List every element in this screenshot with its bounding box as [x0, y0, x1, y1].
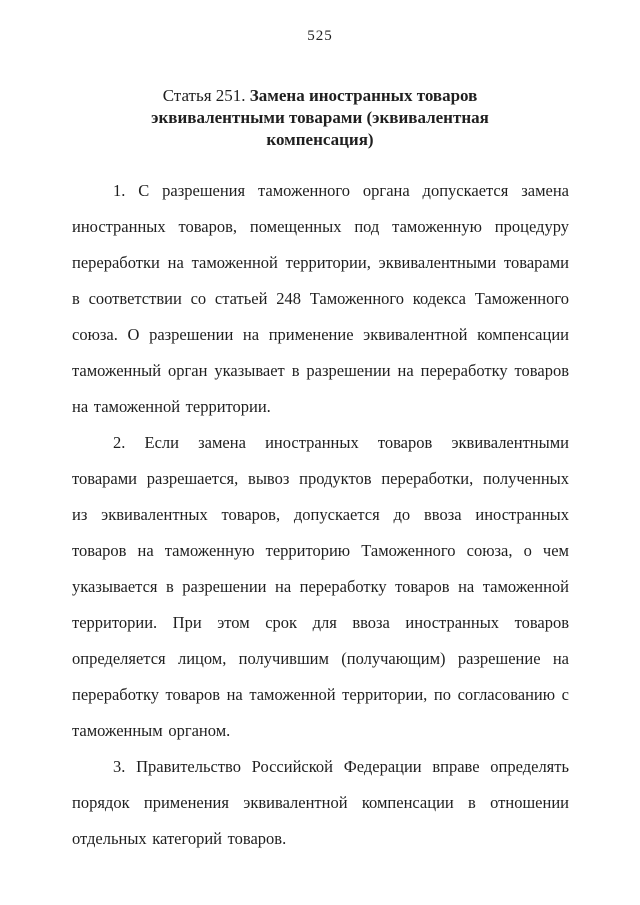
- page-number: 525: [307, 28, 333, 44]
- paragraph-1: 1. С разрешения таможенного органа допускается замена иностранных товаров, помещенных под таможенную процедуру переработки на таможенной территории, эквивалентными товарами в соответствии со статьей 248 Таможенного кодекса Таможенного союза. О разрешении на применение эквивалентной компенсации таможенный орган указывает в разрешении на переработку товаров на таможенной территории.: [72, 181, 569, 416]
- paragraph-3: 3. Правительство Российской Федерации вправе определять порядок применения эквивалентной компенсации в отношении отдельных категорий товаров.: [72, 757, 569, 848]
- article-title: Замена иностранных товаров эквивалентными товарами (эквивалентная компенсация): [151, 86, 489, 149]
- article-body: [72, 173, 569, 857]
- article-number-label: Статья 251.: [162, 86, 246, 105]
- paragraph-2: 2. Если замена иностранных товаров эквивалентными товарами разрешается, вывоз продуктов переработки, полученных из эквивалентных товаров, допускается до ввоза иностранных товаров на таможенную территорию Таможенного союза, о чем указывается в разрешении на переработку товаров на таможенной территории. При этом срок для ввоза иностранных товаров определяется лицом, получившим (получающим) разрешение на переработку товаров на таможенной территории, по согласованию с таможенным органом.: [72, 433, 569, 740]
- article-heading: [105, 85, 535, 151]
